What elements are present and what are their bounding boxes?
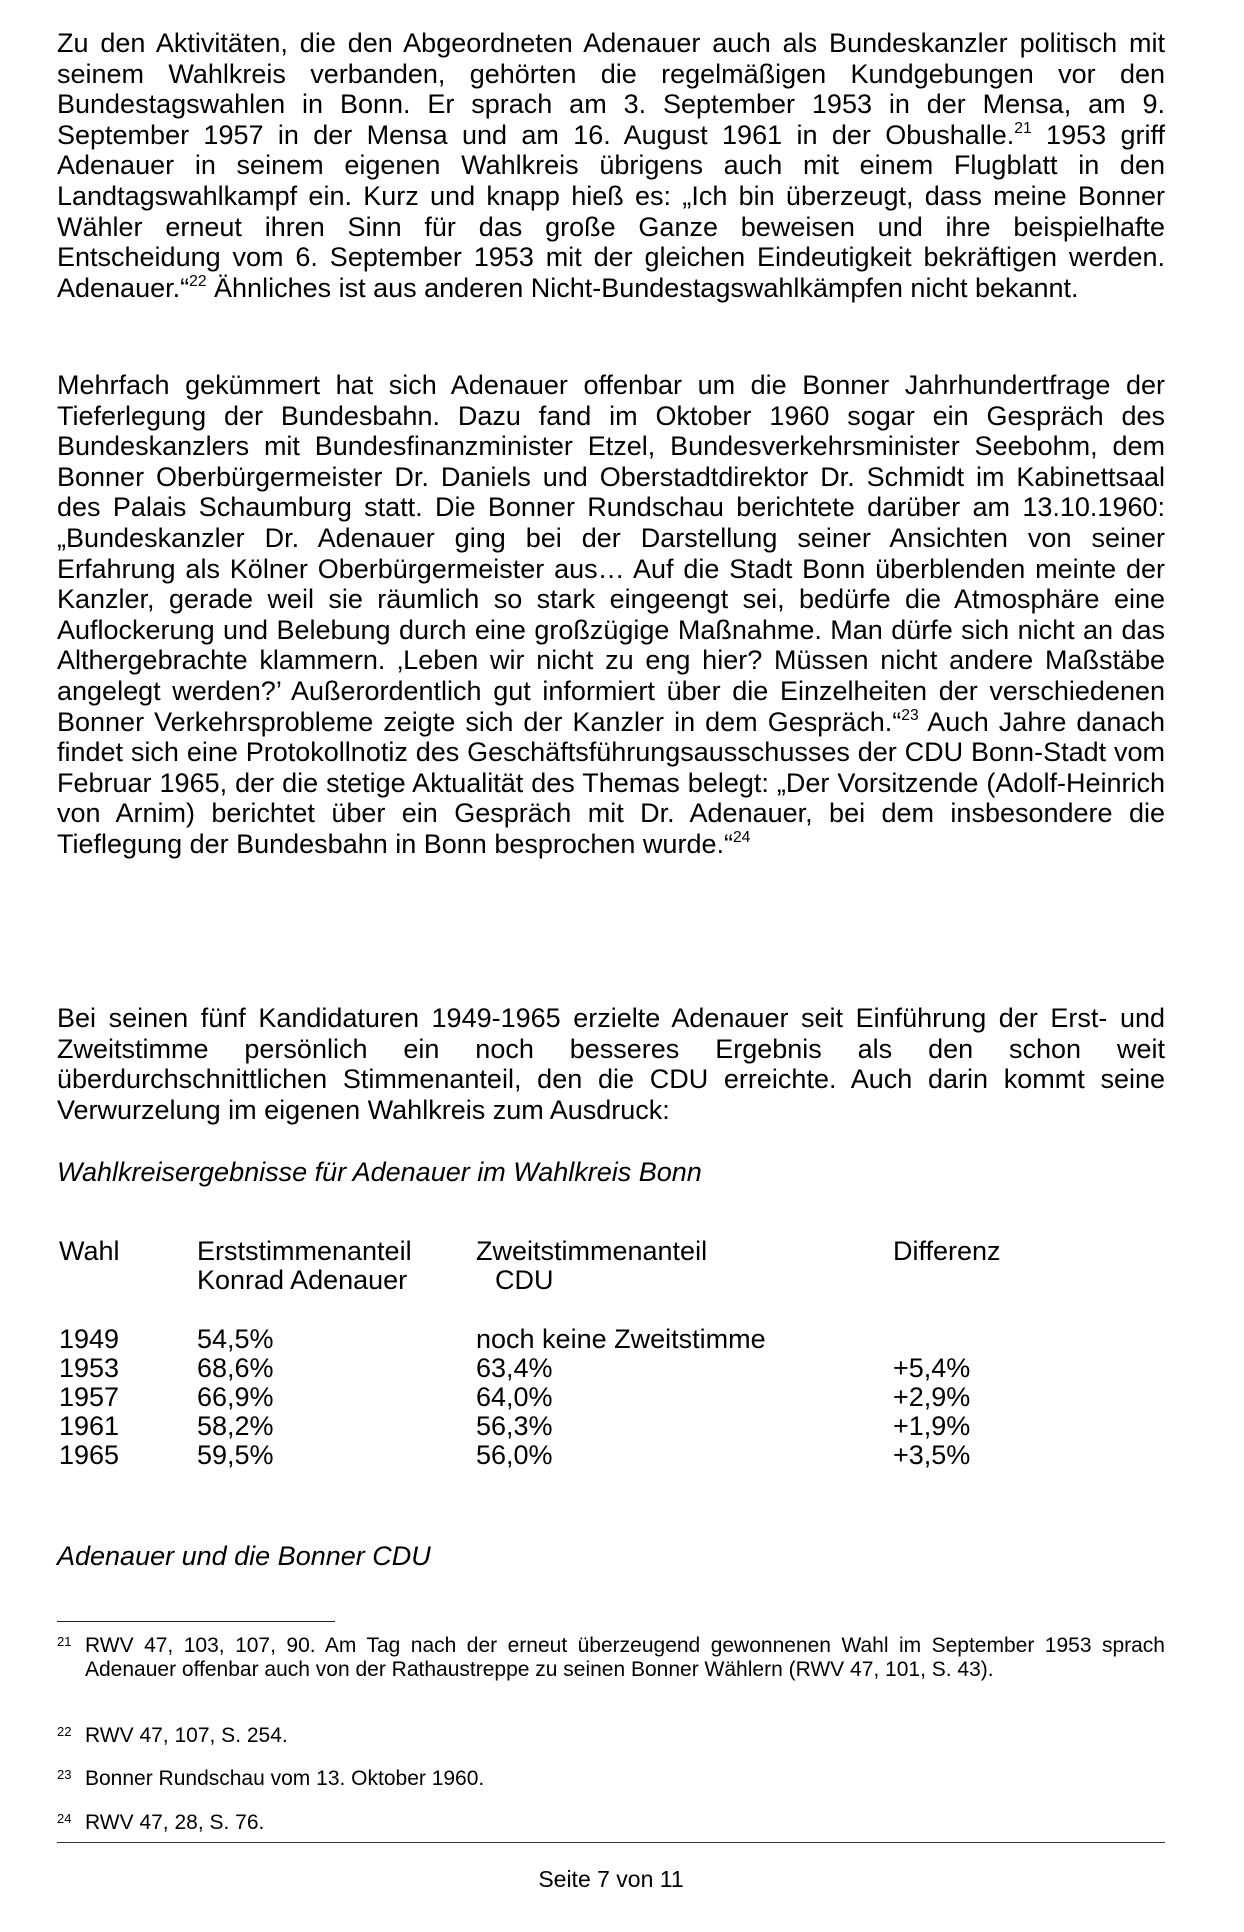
cell-zweitstimmen: 64,0% xyxy=(476,1382,553,1412)
cell-zweitstimmen: 56,0% xyxy=(476,1440,553,1470)
footnote-mark: 24 xyxy=(57,1811,72,1826)
cell-differenz: +1,9% xyxy=(893,1411,971,1441)
section-heading: Adenauer und die Bonner CDU xyxy=(57,1541,431,1571)
header-differenz: Differenz xyxy=(893,1236,1001,1266)
cell-wahl: 1957 xyxy=(59,1382,120,1412)
page-number: Seite 7 von 11 xyxy=(538,1866,684,1892)
footnote-text: RWV 47, 107, S. 254. xyxy=(85,1724,288,1747)
cell-wahl: 1949 xyxy=(59,1324,120,1354)
cell-erststimmen: 66,9% xyxy=(197,1382,274,1412)
footnote-mark: 23 xyxy=(57,1767,72,1782)
cell-wahl: 1961 xyxy=(59,1411,120,1441)
cell-differenz: +5,4% xyxy=(893,1353,971,1383)
footnote-text: Bonner Rundschau vom 13. Oktober 1960. xyxy=(85,1767,485,1790)
footnote-reference[interactable]: 24 xyxy=(732,828,751,846)
footnote-mark: 21 xyxy=(57,1634,72,1649)
header-zweitstimmen: Zweitstimmenanteil xyxy=(476,1236,708,1266)
footnote-separator xyxy=(57,1621,335,1622)
header-zweitstimmen-sub: CDU xyxy=(495,1265,554,1295)
cell-erststimmen: 58,2% xyxy=(197,1411,274,1441)
cell-wahl: 1953 xyxy=(59,1353,120,1383)
cell-zweitstimmen: noch keine Zweitstimme xyxy=(476,1324,766,1354)
cell-wahl: 1965 xyxy=(59,1440,120,1470)
table-header-row xyxy=(57,1237,1165,1266)
cell-zweitstimmen: 63,4% xyxy=(476,1353,553,1383)
footer-rule xyxy=(57,1842,1165,1843)
table-caption: Wahlkreisergebnisse für Adenauer im Wahlkreis Bonn xyxy=(57,1157,702,1187)
table-body xyxy=(57,1325,1165,1470)
header-wahl: Wahl xyxy=(59,1236,120,1266)
footnote-reference[interactable]: 21 xyxy=(1014,119,1032,137)
header-erststimmen-sub: Konrad Adenauer xyxy=(197,1265,408,1295)
body-paragraph-campaign-rallies: Zu den Aktivitäten, die den Abgeordneten Adenauer auch als Bundeskanzler politisch mit seinem Wahlkreis verbanden, gehörten die regelmäßigen Kundgebungen vor den Bundestagswahlen in Bonn. Er sprach am 3. September 1953 in der Mensa, am 9. September 1957 in der Mensa und am 16. August 1961 in der Obushalle.$^{21}$ 1953 griff Adenauer in seinem eigenen Wahlkreis übrigens auch mit einem Flugblatt in den Landtagswahlkampf ein. Kurz und knapp hieß es: „Ich bin überzeugt, dass meine Bonner Wähler erneut ihren Sinn für das große Ganze beweisen und ihre beispielhafte Entscheidung vom 6. September 1953 mit der gleichen Eindeutigkeit bekräftigen werden. Adenauer.“$^{22}$ Ähnliches ist aus anderen Nicht-Bundestagswahlkämpfen nicht bekannt. xyxy=(57,28,1165,303)
cell-differenz: +3,5% xyxy=(893,1440,971,1470)
table-row xyxy=(57,1354,1165,1383)
cell-differenz: +2,9% xyxy=(893,1382,971,1412)
table-row xyxy=(57,1441,1165,1470)
footnote-text: RWV 47, 103, 107, 90. Am Tag nach der erneut überzeugend gewonnenen Wahl im September 1953 sprach Adenauer offenbar auch von der Rathaustreppe zu seinen Bonner Wählern (RWV 47, 101, S. 43). xyxy=(85,1634,1165,1681)
table-row xyxy=(57,1412,1165,1441)
header-erststimmen: Erststimmenanteil xyxy=(197,1236,412,1266)
footnote-mark: 22 xyxy=(57,1724,72,1739)
cell-zweitstimmen: 56,3% xyxy=(476,1411,553,1441)
table-row xyxy=(57,1325,1165,1354)
footnote-21 xyxy=(57,1634,1165,1706)
footnote-reference[interactable]: 22 xyxy=(189,272,207,290)
cell-erststimmen: 59,5% xyxy=(197,1440,274,1470)
body-paragraph-bundesbahn: Mehrfach gekümmert hat sich Adenauer offenbar um die Bonner Jahrhundertfrage der Tieferlegung der Bundesbahn. Dazu fand im Oktober 1960 sogar ein Gespräch des Bundeskanzlers mit Bundesfinanzminister Etzel, Bundesverkehrsminister Seebohm, dem Bonner Oberbürgermeister Dr. Daniels und Oberstadtdirektor Dr. Schmidt im Kabinettsaal des Palais Schaumburg statt. Die Bonner Rundschau berichtete darüber am 13.10.1960: „Bundeskanzler Dr. Adenauer ging bei der Darstellung seiner Ansichten von seiner Erfahrung als Kölner Oberbürgermeister aus… Auf die Stadt Bonn überblenden meinte der Kanzler, gerade weil sie räumlich so stark eingeengt sei, bedürfe die Atmosphäre eine Auflockerung und Belebung durch eine großzügige Maßnahme. Man dürfe sich nicht an das Althergebrachte klammern. ‚Leben wir nicht zu eng hier? Müssen nicht andere Maßstäbe angelegt werden?’ Außerordentlich gut informiert über die Einzelheiten der verschiedenen Bonner Verkehrsprobleme zeigte sich der Kanzler in dem Gespräch.“$^{23}$ Auch Jahre danach findet sich eine Protokollnotiz des Geschäftsführungsausschusses der CDU Bonn-Stadt vom Februar 1965, der die stetige Aktualität des Themas belegt: „Der Vorsitzende (Adolf-Heinrich von Arnim) berichtet über ein Gespräch mit Dr. Adenauer, bei dem insbesondere die Tieflegung der Bundesbahn in Bonn besprochen wurde.“$^{24}$ xyxy=(57,370,1165,859)
body-paragraph-candidacies: Bei seinen fünf Kandidaturen 1949-1965 erzielte Adenauer seit Einführung der Erst- und Zweitstimme persönlich ein noch besseres Ergebnis als den schon weit überdurchschnittlichen Stimmenanteil, den die CDU erreichte. Auch darin kommt seine Verwurzelung im eigenen Wahlkreis zum Ausdruck: xyxy=(57,1003,1165,1125)
footnote-text: RWV 47, 28, S. 76. xyxy=(85,1811,265,1834)
table-row xyxy=(57,1383,1165,1412)
table-header-row-2 xyxy=(57,1266,1165,1295)
cell-erststimmen: 68,6% xyxy=(197,1353,274,1383)
footnote-reference[interactable]: 23 xyxy=(901,706,919,724)
cell-erststimmen: 54,5% xyxy=(197,1324,274,1354)
election-results-table xyxy=(57,1237,1165,1470)
